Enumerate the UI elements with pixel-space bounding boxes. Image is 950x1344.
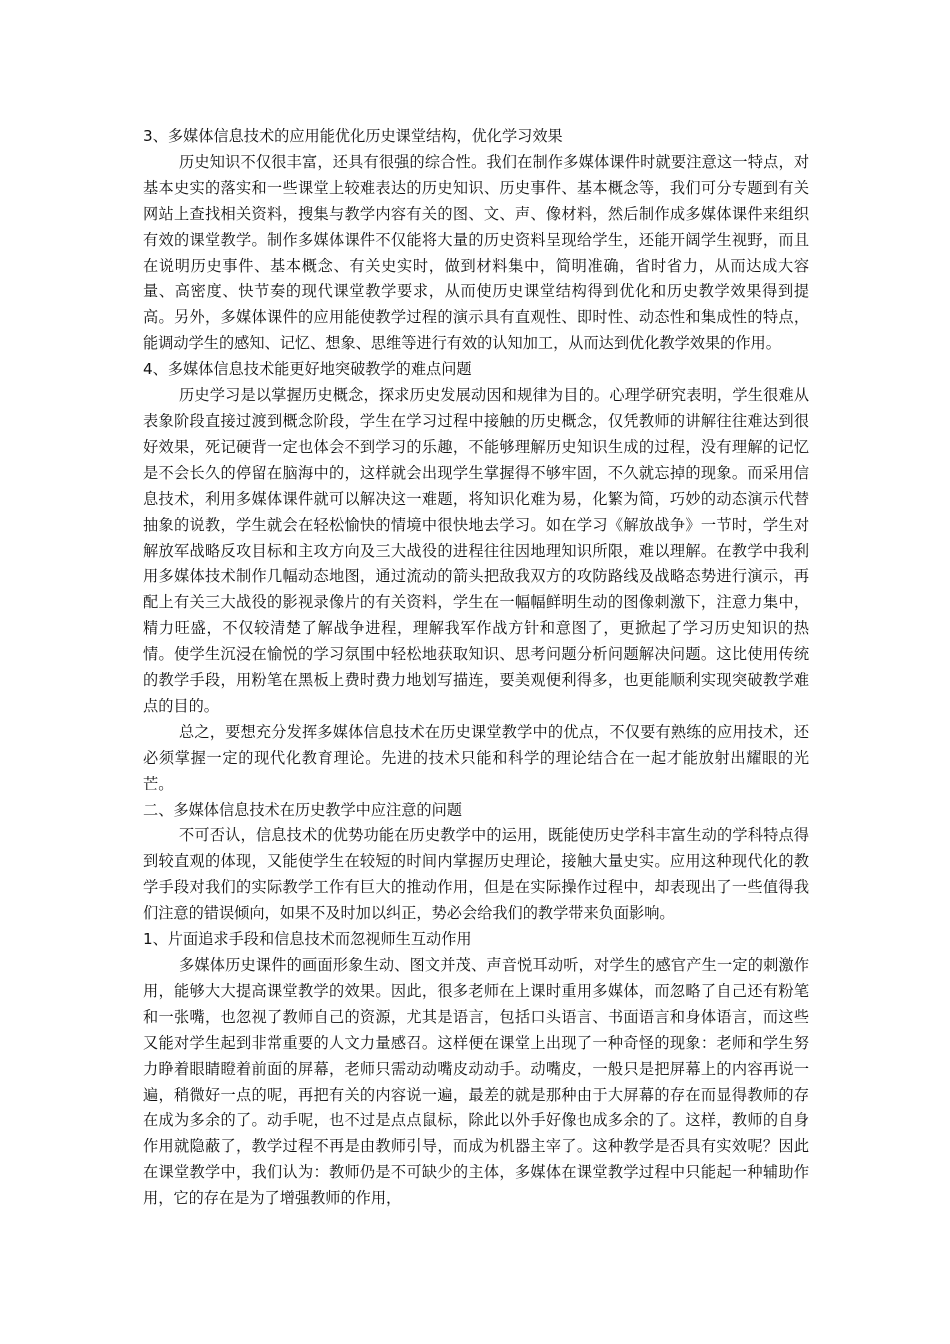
paragraph-2: 历史学习是以掌握历史概念，探求历史发展动因和规律为目的。心理学研究表明，学生很难从表象阶段直接过渡到概念阶段，学生在学习过程中接触的历史概念，仅凭教师的讲解往往难达到很好效果，死记硬背一定也体会不到学习的乐趣，不能够理解历史知识生成的过程，没有理解的记忆是不会长久的停留在脑海中的，这样就会出现学生掌握得不够牢固，不久就忘掉的现象。而采用信息技术，利用多媒体课件就可以解决这一难题，将知识化难为易，化繁为简，巧妙的动态演示代替抽象的说教，学生就会在轻松愉快的情境中很快地去学习。如在学习《解放战争》一节时，学生对解放军战略反攻目标和主攻方向及三大战役的进程往往因地理知识所限，难以理解。在教学中我利用多媒体技术制作几幅动态地图，通过流动的箭头把敌我双方的攻防路线及战略态势进行演示，再配上有关三大战役的影视录像片的有关资料，学生在一幅幅鲜明生动的图像刺激下，注意力集中，精力旺盛，不仅较清楚了解战争进程，理解我军作战方针和意图了，更掀起了学习历史知识的热情。使学生沉浸在愉悦的学习氛围中轻松地获取知识、思考问题分析问题解决问题。这比使用传统的教学手段，用粉笔在黑板上费时费力地划写描连，要美观便利得多，也更能顺利实现突破教学难点的目的。 — [143, 386, 809, 715]
document-page — [143, 124, 809, 1212]
section-heading-3: 3、多媒体信息技术的应用能优化历史课堂结构，优化学习效果 — [143, 127, 563, 145]
paragraph-4: 不可否认，信息技术的优势功能在历史教学中的运用，既能使历史学科丰富生动的学科特点得到较直观的体现，又能使学生在较短的时间内掌握历史理论，接触大量史实。应用这种现代化的教学手段对我们的实际教学工作有巨大的推动作用，但是在实际操作过程中，却表现出了一些值得我们注意的错误倾向，如果不及时加以纠正，势必会给我们的教学带来负面影响。 — [143, 826, 809, 923]
paragraph-1: 历史知识不仅很丰富，还具有很强的综合性。我们在制作多媒体课件时就要注意这一特点，对基本史实的落实和一些课堂上较难表达的历史知识、历史事件、基本概念等，我们可分专题到有关网站上查找相关资料，搜集与教学内容有关的图、文、声、像材料，然后制作成多媒体课件来组织有效的课堂教学。制作多媒体课件不仅能将大量的历史资料呈现给学生，还能开阔学生视野，而且在说明历史事件、基本概念、有关史实时，做到材料集中，简明准确，省时省力，从而达成大容量、高密度、快节奏的现代课堂教学要求，从而使历史课堂结构得到优化和历史教学效果得到提高。另外，多媒体课件的应用能使教学过程的演示具有直观性、即时性、动态性和集成性的特点，能调动学生的感知、记忆、想象、思维等进行有效的认知加工，从而达到优化教学效果的作用。 — [143, 152, 809, 353]
paragraph-5: 多媒体历史课件的画面形象生动、图文并茂、声音悦耳动听，对学生的感官产生一定的刺激作用，能够大大提高课堂教学的效果。因此，很多老师在上课时重用多媒体，而忽略了自己还有粉笔和一张嘴，也忽视了教师自己的资源，尤其是语言，包括口头语言、书面语言和身体语言，而这些又能对学生起到非常重要的人文力量感召。这样便在课堂上出现了一种奇怪的现象：老师和学生努力睁着眼睛瞪着前面的屏幕，老师只需动动嘴皮动动手。动嘴皮，一般只是把屏幕上的内容再说一遍，稍微好一点的呢，再把有关的内容说一遍，最差的就是那种由于大屏幕的存在而显得教师的存在成为多余的了。动手呢，也不过是点点鼠标，除此以外手好像也成多余的了。这样，教师的自身作用就隐蔽了，教学过程不再是由教师引导，而成为机器主宰了。这种教学是否具有实效呢？因此在课堂教学中，我们认为：教师仍是不可缺少的主体，多媒体在课堂教学过程中只能起一种辅助作用，它的存在是为了增强教师的作用， — [143, 956, 809, 1208]
section-heading-1: 1、片面追求手段和信息技术而忽视师生互动作用 — [143, 930, 472, 949]
paragraph-3: 总之，要想充分发挥多媒体信息技术在历史课堂教学中的优点，不仅要有熟练的应用技术，还必须掌握一定的现代化教育理论。先进的技术只能和科学的理论结合在一起才能放射出耀眼的光芒。 — [143, 722, 809, 793]
chapter-heading-2: 二、多媒体信息技术在历史教学中应注意的问题 — [143, 800, 462, 819]
section-heading-4: 4、多媒体信息技术能更好地突破教学的难点问题 — [143, 360, 472, 379]
